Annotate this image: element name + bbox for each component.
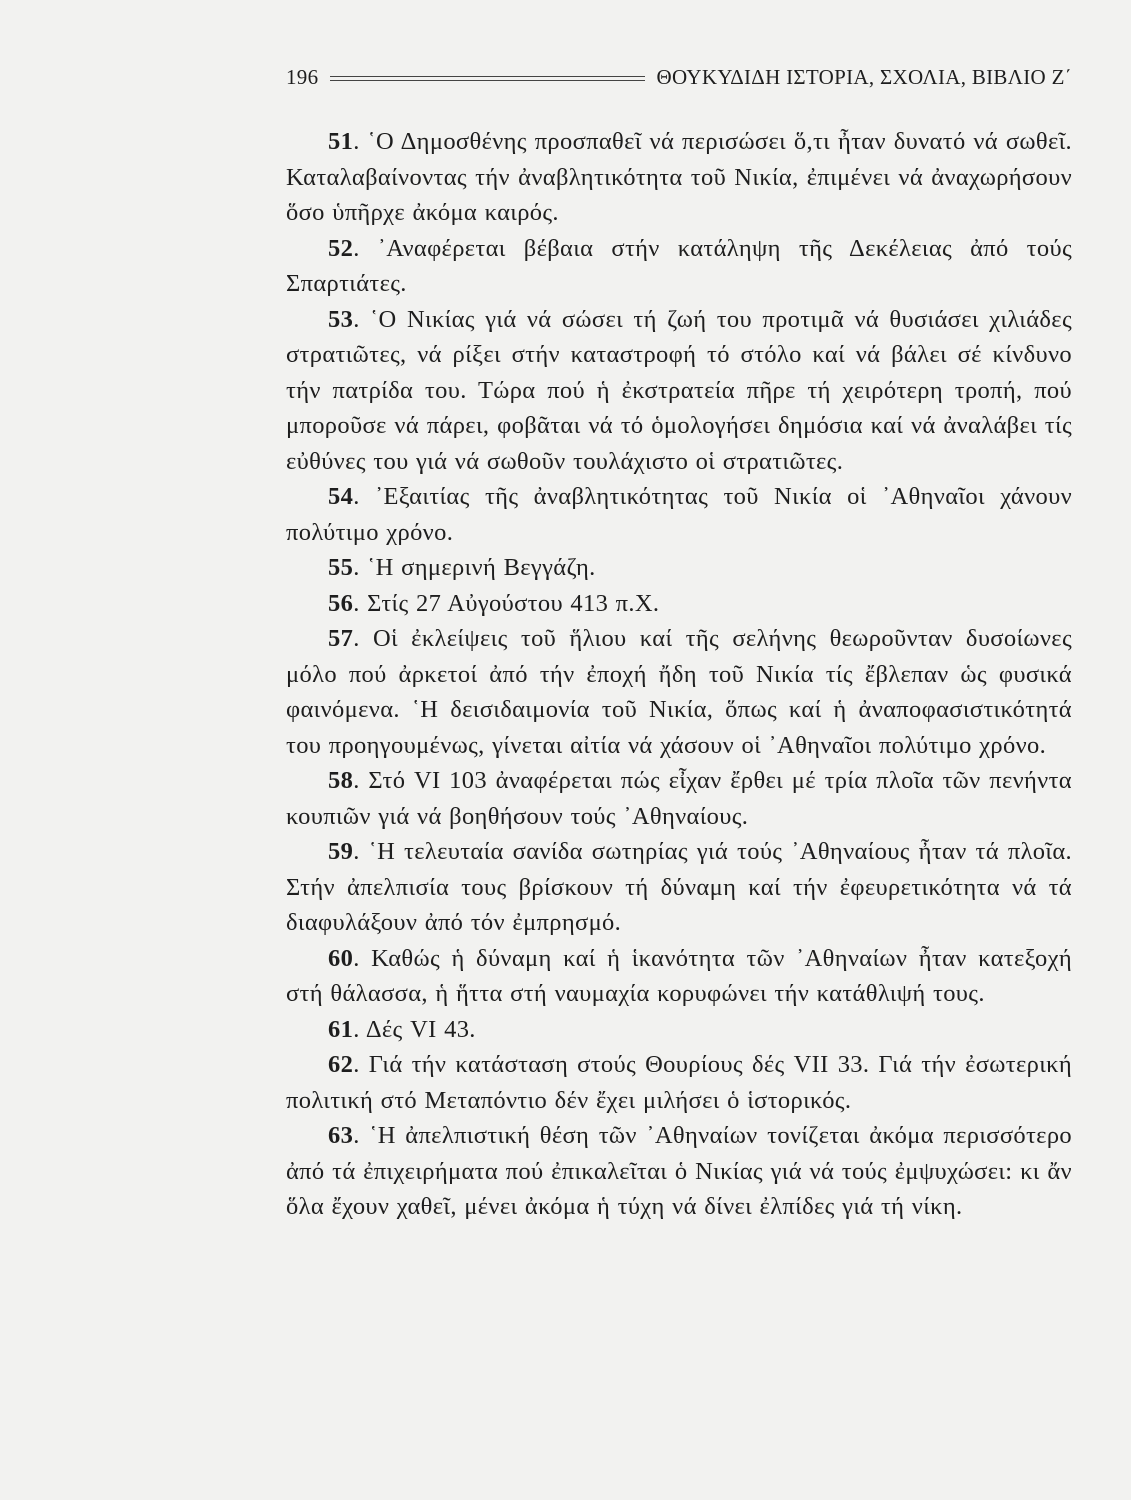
note-62: 62. Γιά τήν κατάσταση στούς Θουρίους δές VII 33. Γιά τήν ἐσωτερική πολιτική στό Μεταπόντιο δέν ἔχει μιλήσει ὁ ἱστορικός. <box>286 1051 1072 1114</box>
note-number: 54 <box>328 483 354 510</box>
note-number: 55 <box>328 554 354 581</box>
note-63: 63. ῾Η ἀπελπιστική θέση τῶν ᾿Αθηναίων τονίζεται ἀκόμα περισσότερο ἀπό τά ἐπιχειρήματα πού ἐπικαλεῖται ὁ Νικίας γιά νά τούς ἐμψυχώσει: κι ἄν ὅλα ἔχουν χαθεῖ, μένει ἀκόμα ἡ τύχη νά δίνει ἐλπίδες γιά τή νίκη. <box>286 1122 1073 1220</box>
note-53: 53. ῾Ο Νικίας γιά νά σώσει τή ζωή του προτιμᾶ νά θυσιάσει χιλιάδες στρατιῶτες, νά ρίξει στήν καταστροφή τό στόλο καί νά βάλει σέ κίνδυνο τήν πατρίδα του. Τώρα πού ἡ ἐκστρατεία πῆρε τή χειρότερη τροπή, πού μποροῦσε νά πάρει, φοβᾶται νά τό ὁμολογήσει δημόσια καί νά ἀναλάβει τίς εὐθύνες του γιά νά σωθοῦν τουλάχιστο οἱ στρατιῶτες. <box>286 305 1072 475</box>
note-number: 56 <box>328 589 354 617</box>
note-text: Γιά τήν κατάσταση στούς Θουρίους δές VII 33. Γιά τήν ἐσωτερική πολιτική στό Μεταπόντιο δέν ἔχει μιλήσει ὁ ἱστορικός. <box>286 1051 1072 1114</box>
note-text: Καθώς ἡ δύναμη καί ἡ ἱκανότητα τῶν ᾿Αθηναίων ἦταν κατεξοχή στή θάλασσα, ἡ ἥττα στή ναυμαχία κορυφώνει τήν κατάθλιψή τους. <box>286 944 1072 1007</box>
note-text: Στό VI 103 ἀναφέρεται πώς εἶχαν ἔρθει μέ τρία πλοῖα τῶν πενήντα κουπιῶν γιά νά βοηθήσουν τούς ᾿Αθηναίους. <box>286 767 1072 830</box>
note-text: ᾿Εξαιτίας τῆς ἀναβλητικότητας τοῦ Νικία οἱ ᾿Αθηναῖοι χάνουν πολύτιμο χρόνο. <box>286 483 1072 546</box>
note-text: ῾Η σημερινή Βεγγάζη. <box>367 554 596 581</box>
page-number: 196 <box>286 64 319 89</box>
note-56: 56. Στίς 27 Αὐγούστου 413 π.Χ. <box>328 589 660 617</box>
note-59: 59. ῾Η τελευταία σανίδα σωτηρίας γιά τούς ᾿Αθηναίους ἦταν τά πλοῖα. Στήν ἀπελπισία τους βρίσκουν τή δύναμη καί τήν ἐφευρετικότητα νά τά διαφυλάξουν ἀπό τόν ἐμπρησμό. <box>286 838 1072 936</box>
running-title: ΘΟΥΚΥΔΙΔΗ ΙΣΤΟΡΙΑ, ΣΧΟΛΙΑ, ΒΙΒΛΙΟ Ζ΄ <box>656 64 1072 89</box>
note-58: 58. Στό VI 103 ἀναφέρεται πώς εἶχαν ἔρθει μέ τρία πλοῖα τῶν πενήντα κουπιῶν γιά νά βοηθήσουν τούς ᾿Αθηναίους. <box>286 767 1072 830</box>
note-61: 61. Δές VI 43. <box>328 1015 476 1043</box>
note-text: ῾Η τελευταία σανίδα σωτηρίας γιά τούς ᾿Αθηναίους ἦταν τά πλοῖα. Στήν ἀπελπισία τους βρίσκουν τή δύναμη καί τήν ἐφευρετικότητα νά τά διαφυλάξουν ἀπό τόν ἐμπρησμό. <box>286 838 1072 936</box>
book-page <box>286 0 1072 1500</box>
note-54: 54. ᾿Εξαιτίας τῆς ἀναβλητικότητας τοῦ Νικία οἱ ᾿Αθηναῖοι χάνουν πολύτιμο χρόνο. <box>286 483 1072 546</box>
note-52: 52. ᾿Αναφέρεται βέβαια στήν κατάληψη τῆς Δεκέλειας ἀπό τούς Σπαρτιάτες. <box>286 234 1072 297</box>
note-number: 53 <box>328 305 354 333</box>
note-number: 57 <box>328 625 354 652</box>
note-number: 60 <box>328 944 354 972</box>
note-57: 57. Οἱ ἐκλείψεις τοῦ ἥλιου καί τῆς σελήνης θεωροῦνταν δυσοίωνες μόλο πού ἀρκετοί ἀπό τήν ἐποχή ἤδη τοῦ Νικία τίς ἔβλεπαν ὡς φυσικά φαινόμενα. ῾Η δεισιδαιμονία τοῦ Νικία, ὅπως καί ἡ ἀναποφασιστικότητά του προηγουμένως, γίνεται αἰτία νά χάσουν οἱ ᾿Αθηναῖοι πολύτιμο χρόνο. <box>286 625 1072 759</box>
note-text: ᾿Αναφέρεται βέβαια στήν κατάληψη τῆς Δεκέλειας ἀπό τούς Σπαρτιάτες. <box>286 234 1072 297</box>
note-55: 55. ῾Η σημερινή Βεγγάζη. <box>328 554 596 581</box>
note-text: ῾Ο Δημοσθένης προσπαθεῖ νά περισώσει ὅ,τι ἦταν δυνατό νά σωθεῖ. Καταλαβαίνοντας τήν ἀναβλητικότητα τοῦ Νικία, ἐπιμένει νά ἀναχωρήσουν ὅσο ὑπῆρχε ἀκόμα καιρός. <box>286 128 1073 226</box>
running-header <box>286 62 1072 92</box>
header-double-rule <box>330 76 644 81</box>
note-51: 51. ῾Ο Δημοσθένης προσπαθεῖ νά περισώσει ὅ,τι ἦταν δυνατό νά σωθεῖ. Καταλαβαίνοντας τήν ἀναβλητικότητα τοῦ Νικία, ἐπιμένει νά ἀναχωρήσουν ὅσο ὑπῆρχε ἀκόμα καιρός. <box>286 128 1073 226</box>
note-number: 58 <box>328 767 354 794</box>
note-number: 63 <box>328 1122 354 1149</box>
note-number: 61 <box>328 1015 354 1043</box>
note-text: Στίς 27 Αὐγούστου 413 π.Χ. <box>367 589 660 617</box>
note-60: 60. Καθώς ἡ δύναμη καί ἡ ἱκανότητα τῶν ᾿Αθηναίων ἦταν κατεξοχή στή θάλασσα, ἡ ἥττα στή ναυμαχία κορυφώνει τήν κατάθλιψή τους. <box>286 944 1072 1007</box>
note-text: Δές VI 43. <box>365 1015 476 1043</box>
note-number: 62 <box>328 1051 354 1078</box>
note-text: ῾Ο Νικίας γιά νά σώσει τή ζωή του προτιμᾶ νά θυσιάσει χιλιάδες στρατιῶτες, νά ρίξει στήν καταστροφή τό στόλο καί νά βάλει σέ κίνδυνο τήν πατρίδα του. Τώρα πού ἡ ἐκστρατεία πῆρε τή χειρότερη τροπή, πού μποροῦσε νά πάρει, φοβᾶται νά τό ὁμολογήσει δημόσια καί νά ἀναλάβει τίς εὐθύνες του γιά νά σωθοῦν τουλάχιστο οἱ στρατιῶτες. <box>286 305 1072 475</box>
note-number: 51 <box>328 128 354 155</box>
note-text: Οἱ ἐκλείψεις τοῦ ἥλιου καί τῆς σελήνης θεωροῦνταν δυσοίωνες μόλο πού ἀρκετοί ἀπό τήν ἐποχή ἤδη τοῦ Νικία τίς ἔβλεπαν ὡς φυσικά φαινόμενα. ῾Η δεισιδαιμονία τοῦ Νικία, ὅπως καί ἡ ἀναποφασιστικότητά του προηγουμένως, γίνεται αἰτία νά χάσουν οἱ ᾿Αθηναῖοι πολύτιμο χρόνο. <box>286 625 1072 759</box>
note-number: 52 <box>328 234 354 262</box>
note-number: 59 <box>328 838 354 865</box>
notes-section <box>286 124 1072 1225</box>
note-text: ῾Η ἀπελπιστική θέση τῶν ᾿Αθηναίων τονίζεται ἀκόμα περισσότερο ἀπό τά ἐπιχειρήματα πού ἐπικαλεῖται ὁ Νικίας γιά νά τούς ἐμψυχώσει: κι ἄν ὅλα ἔχουν χαθεῖ, μένει ἀκόμα ἡ τύχη νά δίνει ἐλπίδες γιά τή νίκη. <box>286 1122 1073 1220</box>
